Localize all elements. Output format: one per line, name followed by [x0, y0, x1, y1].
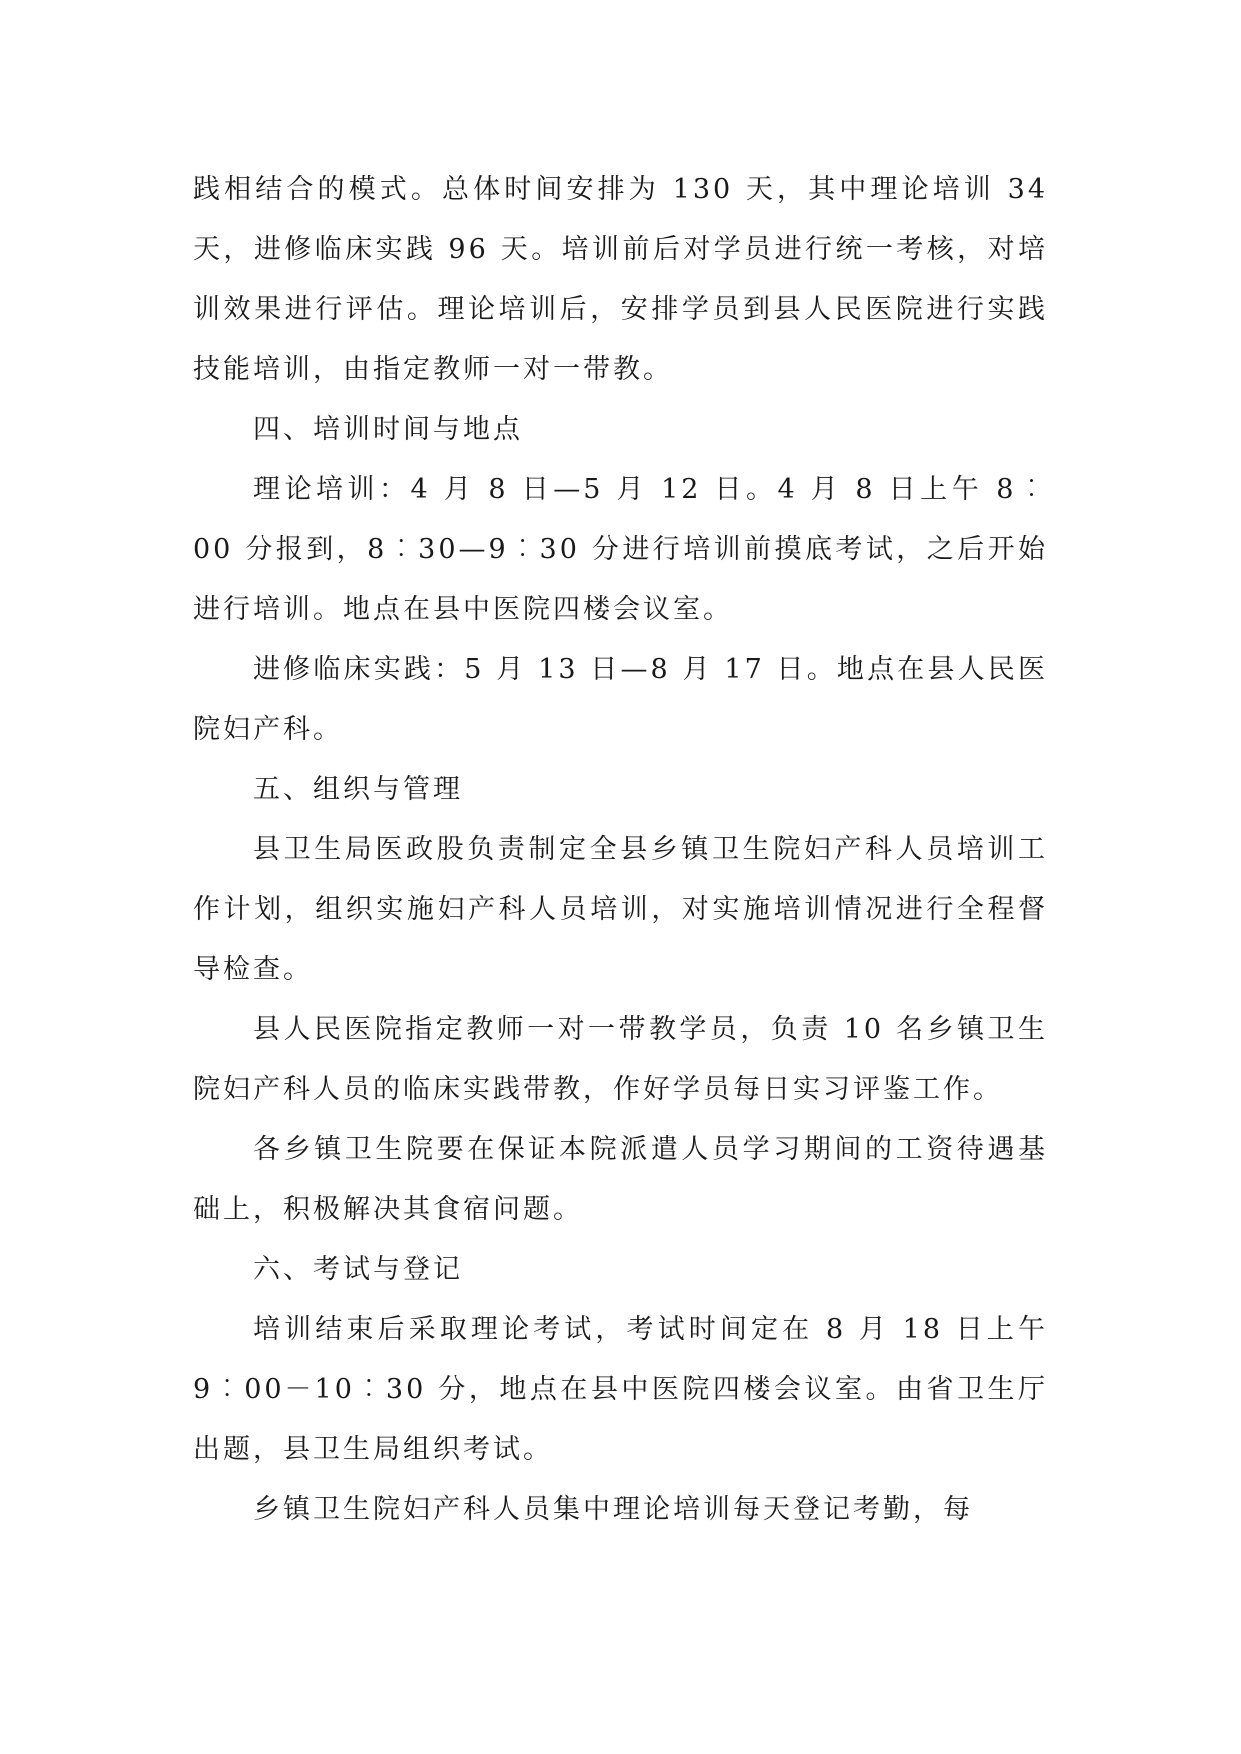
document-body	[193, 160, 1048, 1540]
paragraph-theory-training: 理论培训：4 月 8 日—5 月 12 日。4 月 8 日上午 8︰00 分报到，8︰30—9︰30 分进行培训前摸底考试，之后开始进行培训。地点在县中医院四楼会议室。	[193, 474, 1048, 625]
paragraph-continuation: 践相结合的模式。总体时间安排为 130 天，其中理论培训 34 天，进修临床实践 96 天。培训前后对学员进行统一考核，对培训效果进行评估。理论培训后，安排学员到县人民医院进行实践技能培训，由指定教师一对一带教。	[193, 174, 1048, 385]
section-heading-6: 六、考试与登记	[253, 1254, 463, 1285]
paragraph-clinical-practice: 进修临床实践：5 月 13 日—8 月 17 日。地点在县人民医院妇产科。	[193, 654, 1048, 745]
paragraph-exam: 培训结束后采取理论考试，考试时间定在 8 月 18 日上午 9︰00－10︰30 分，地点在县中医院四楼会议室。由省卫生厅出题，县卫生局组织考试。	[193, 1314, 1048, 1465]
section-heading-5: 五、组织与管理	[253, 774, 463, 805]
section-heading-4: 四、培训时间与地点	[253, 414, 523, 445]
paragraph-hospital-teachers: 县人民医院指定教师一对一带教学员，负责 10 名乡镇卫生院妇产科人员的临床实践带教，作好学员每日实习评鉴工作。	[193, 1014, 1048, 1105]
paragraph-attendance: 乡镇卫生院妇产科人员集中理论培训每天登记考勤，每	[253, 1494, 973, 1525]
paragraph-township-hospitals: 各乡镇卫生院要在保证本院派遣人员学习期间的工资待遇基础上，积极解决其食宿问题。	[193, 1134, 1048, 1225]
paragraph-health-bureau: 县卫生局医政股负责制定全县乡镇卫生院妇产科人员培训工作计划，组织实施妇产科人员培训，对实施培训情况进行全程督导检查。	[193, 834, 1048, 985]
